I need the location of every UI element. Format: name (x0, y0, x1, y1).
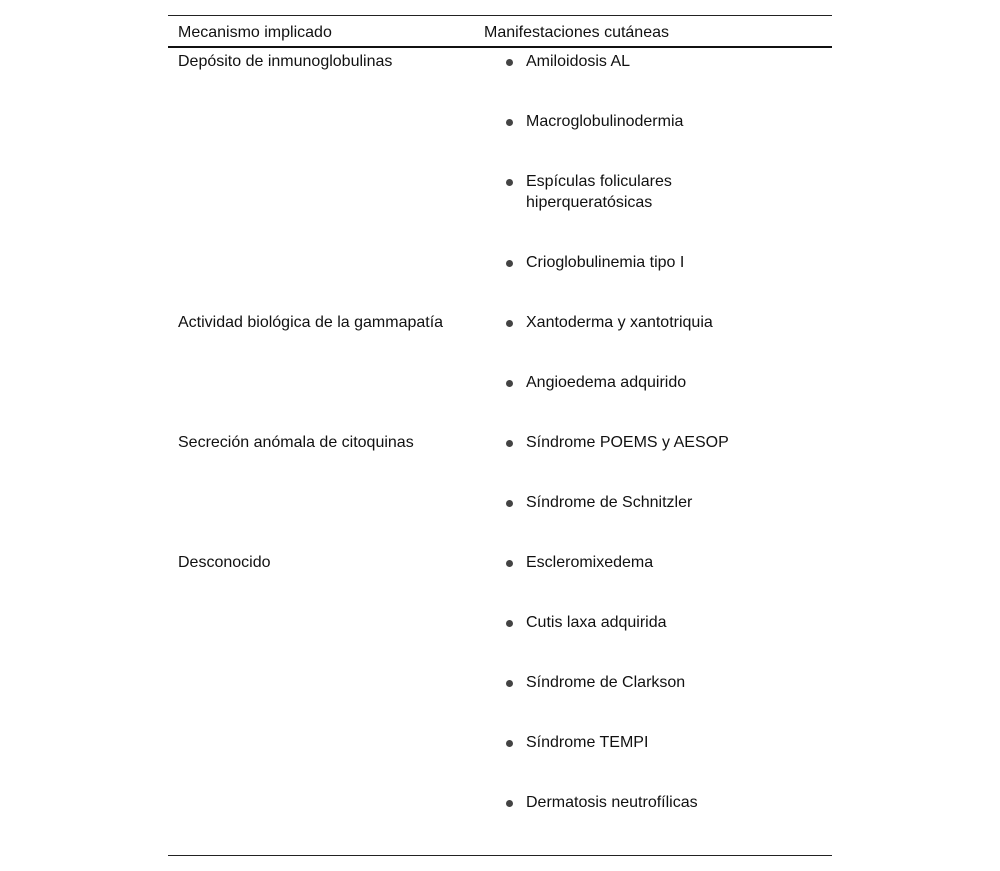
manifestation-list (526, 432, 816, 552)
bullet-icon (506, 119, 513, 126)
list-item: Síndrome de Clarkson (526, 672, 816, 693)
manifestation-list (526, 312, 816, 432)
manifestations-table (168, 15, 832, 856)
bullet-icon (506, 179, 513, 186)
list-item: Angioedema adquirido (526, 372, 816, 393)
mechanism-cell: Actividad biológica de la gammapatía (178, 314, 444, 331)
manifestation-list (526, 552, 816, 852)
header-mechanism: Mecanismo implicado (178, 24, 332, 41)
list-item: Síndrome TEMPI (526, 732, 816, 753)
bullet-icon (506, 260, 513, 267)
list-item: Síndrome POEMS y AESOP (526, 432, 816, 453)
mechanism-cell: Secreción anómala de citoquinas (178, 434, 414, 451)
mechanism-cell: Depósito de inmunoglobulinas (178, 53, 393, 70)
bullet-icon (506, 380, 513, 387)
bullet-icon (506, 800, 513, 807)
table-header (168, 16, 832, 48)
bullet-icon (506, 680, 513, 687)
list-item: Amiloidosis AL (526, 51, 816, 72)
list-item: Macroglobulinodermia (526, 111, 816, 132)
bullet-icon (506, 560, 513, 567)
manifestation-list (526, 51, 816, 312)
list-item: Cutis laxa adquirida (526, 612, 816, 633)
list-item: Espículas foliculares hiperqueratósicas (526, 171, 816, 213)
bullet-icon (506, 620, 513, 627)
header-manifestations: Manifestaciones cutáneas (484, 24, 669, 41)
bullet-icon (506, 500, 513, 507)
list-item: Escleromixedema (526, 552, 816, 573)
list-item: Síndrome de Schnitzler (526, 492, 816, 513)
bullet-icon (506, 740, 513, 747)
list-item: Crioglobulinemia tipo I (526, 252, 816, 273)
bullet-icon (506, 320, 513, 327)
list-item: Dermatosis neutrofílicas (526, 792, 816, 813)
list-item: Xantoderma y xantotriquia (526, 312, 816, 333)
bullet-icon (506, 440, 513, 447)
mechanism-cell: Desconocido (178, 554, 271, 571)
bullet-icon (506, 59, 513, 66)
